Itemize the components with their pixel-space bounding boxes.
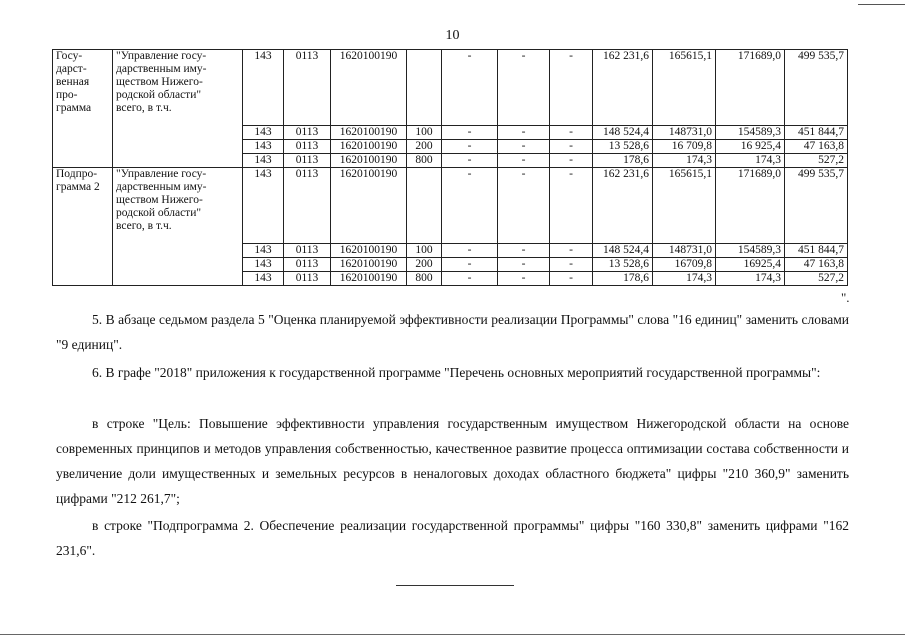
target-article-cell: 1620100190 (331, 168, 407, 244)
year-2020-cell: 174,3 (716, 154, 785, 168)
total-cell: 47 163,8 (785, 258, 848, 272)
total-cell: 527,2 (785, 272, 848, 286)
year-2020-cell: 154589,3 (716, 244, 785, 258)
year-2-cell: - (498, 272, 550, 286)
expense-type-cell (407, 50, 442, 126)
expense-type-cell: 200 (407, 258, 442, 272)
year-2018-cell: 178,6 (593, 154, 653, 168)
target-article-cell: 1620100190 (331, 258, 407, 272)
grbs-cell: 143 (243, 126, 284, 140)
year-2019-cell: 165615,1 (653, 50, 716, 126)
year-2019-cell: 148731,0 (653, 244, 716, 258)
top-edge-rule (858, 4, 905, 5)
page-bottom-edge (0, 634, 905, 635)
year-2020-cell: 171689,0 (716, 50, 785, 126)
page-number: 10 (445, 28, 460, 43)
grbs-cell: 143 (243, 154, 284, 168)
year-3-cell: - (550, 140, 593, 154)
table-row (53, 50, 848, 126)
section-cell: 0113 (284, 50, 331, 126)
expense-type-cell: 100 (407, 126, 442, 140)
closing-quote: ". (841, 290, 850, 305)
budget-table (52, 49, 848, 286)
year-2019-cell: 165615,1 (653, 168, 716, 244)
year-2018-cell: 13 528,6 (593, 258, 653, 272)
total-cell: 499 535,7 (785, 168, 848, 244)
section-cell: 0113 (284, 154, 331, 168)
year-1-cell: - (442, 244, 498, 258)
expense-type-cell: 100 (407, 244, 442, 258)
year-2-cell: - (498, 140, 550, 154)
year-1-cell: - (442, 154, 498, 168)
year-1-cell: - (442, 258, 498, 272)
grbs-cell: 143 (243, 168, 284, 244)
closing-rule (396, 585, 514, 586)
year-2018-cell: 148 524,4 (593, 126, 653, 140)
year-2019-cell: 174,3 (653, 154, 716, 168)
year-2-cell: - (498, 50, 550, 126)
year-2019-cell: 16709,8 (653, 258, 716, 272)
total-cell: 499 535,7 (785, 50, 848, 126)
total-cell: 451 844,7 (785, 126, 848, 140)
expense-type-cell: 800 (407, 154, 442, 168)
year-2020-cell: 171689,0 (716, 168, 785, 244)
year-2018-cell: 162 231,6 (593, 168, 653, 244)
section-cell: 0113 (284, 244, 331, 258)
year-2-cell: - (498, 258, 550, 272)
grbs-cell: 143 (243, 258, 284, 272)
year-3-cell: - (550, 50, 593, 126)
year-2019-cell: 148731,0 (653, 126, 716, 140)
year-2020-cell: 16925,4 (716, 258, 785, 272)
year-2018-cell: 13 528,6 (593, 140, 653, 154)
grbs-cell: 143 (243, 244, 284, 258)
year-1-cell: - (442, 50, 498, 126)
year-2020-cell: 174,3 (716, 272, 785, 286)
expense-type-cell: 800 (407, 272, 442, 286)
section-cell: 0113 (284, 168, 331, 244)
section-cell: 0113 (284, 272, 331, 286)
section-cell: 0113 (284, 258, 331, 272)
paragraph-subprogram-row: в строке "Подпрограмма 2. Обеспечение реализации государственной программы" цифры "160 330,8" заменить цифрами "162 231,6". (56, 518, 849, 558)
grbs-cell: 143 (243, 272, 284, 286)
budget-table-body (53, 50, 848, 286)
target-article-cell: 1620100190 (331, 244, 407, 258)
target-article-cell: 1620100190 (331, 140, 407, 154)
year-2-cell: - (498, 168, 550, 244)
grbs-cell: 143 (243, 140, 284, 154)
year-2020-cell: 16 925,4 (716, 140, 785, 154)
total-cell: 47 163,8 (785, 140, 848, 154)
paragraph-goal-row: в строке "Цель: Повышение эффективности управления государственным имуществом Нижегородской области на основе современных принципов и методов управления собственностью, качественное развитие процесса оптимизации состава собственности и увеличение доли имущественных и земельных ресурсов в неналоговых доходах областного бюджета" цифры "210 360,9" заменить цифрами "212 261,7"; (56, 416, 849, 506)
year-3-cell: - (550, 272, 593, 286)
year-2018-cell: 178,6 (593, 272, 653, 286)
year-3-cell: - (550, 168, 593, 244)
year-2-cell: - (498, 244, 550, 258)
section-cell: 0113 (284, 126, 331, 140)
year-1-cell: - (442, 126, 498, 140)
target-article-cell: 1620100190 (331, 272, 407, 286)
year-1-cell: - (442, 168, 498, 244)
program-type-cell: Подпро- грамма 2 (53, 168, 113, 286)
expense-type-cell (407, 168, 442, 244)
expense-type-cell: 200 (407, 140, 442, 154)
target-article-cell: 1620100190 (331, 154, 407, 168)
target-article-cell: 1620100190 (331, 50, 407, 126)
year-3-cell: - (550, 244, 593, 258)
program-type-cell: Госу- дарст- венная про- грамма (53, 50, 113, 168)
program-name-cell: "Управление госу- дарственным иму- ществом Нижего- родской области" всего, в т.ч. (113, 168, 243, 286)
year-2020-cell: 154589,3 (716, 126, 785, 140)
year-1-cell: - (442, 272, 498, 286)
target-article-cell: 1620100190 (331, 126, 407, 140)
year-3-cell: - (550, 154, 593, 168)
year-1-cell: - (442, 140, 498, 154)
total-cell: 527,2 (785, 154, 848, 168)
total-cell: 451 844,7 (785, 244, 848, 258)
grbs-cell: 143 (243, 50, 284, 126)
year-2018-cell: 162 231,6 (593, 50, 653, 126)
year-2-cell: - (498, 126, 550, 140)
paragraph-5: 5. В абзаце седьмом раздела 5 "Оценка планируемой эффективности реализации Программы" слова "16 единиц" заменить словами "9 единиц". (56, 312, 849, 352)
program-name-cell: "Управление госу- дарственным иму- ществом Нижего- родской области" всего, в т.ч. (113, 50, 243, 168)
year-3-cell: - (550, 126, 593, 140)
paragraph-6: 6. В графе "2018" приложения к государственной программе "Перечень основных мероприятий государственной программы": (92, 365, 821, 380)
section-cell: 0113 (284, 140, 331, 154)
table-row (53, 168, 848, 244)
year-2019-cell: 16 709,8 (653, 140, 716, 154)
year-2019-cell: 174,3 (653, 272, 716, 286)
year-2018-cell: 148 524,4 (593, 244, 653, 258)
year-3-cell: - (550, 258, 593, 272)
year-2-cell: - (498, 154, 550, 168)
